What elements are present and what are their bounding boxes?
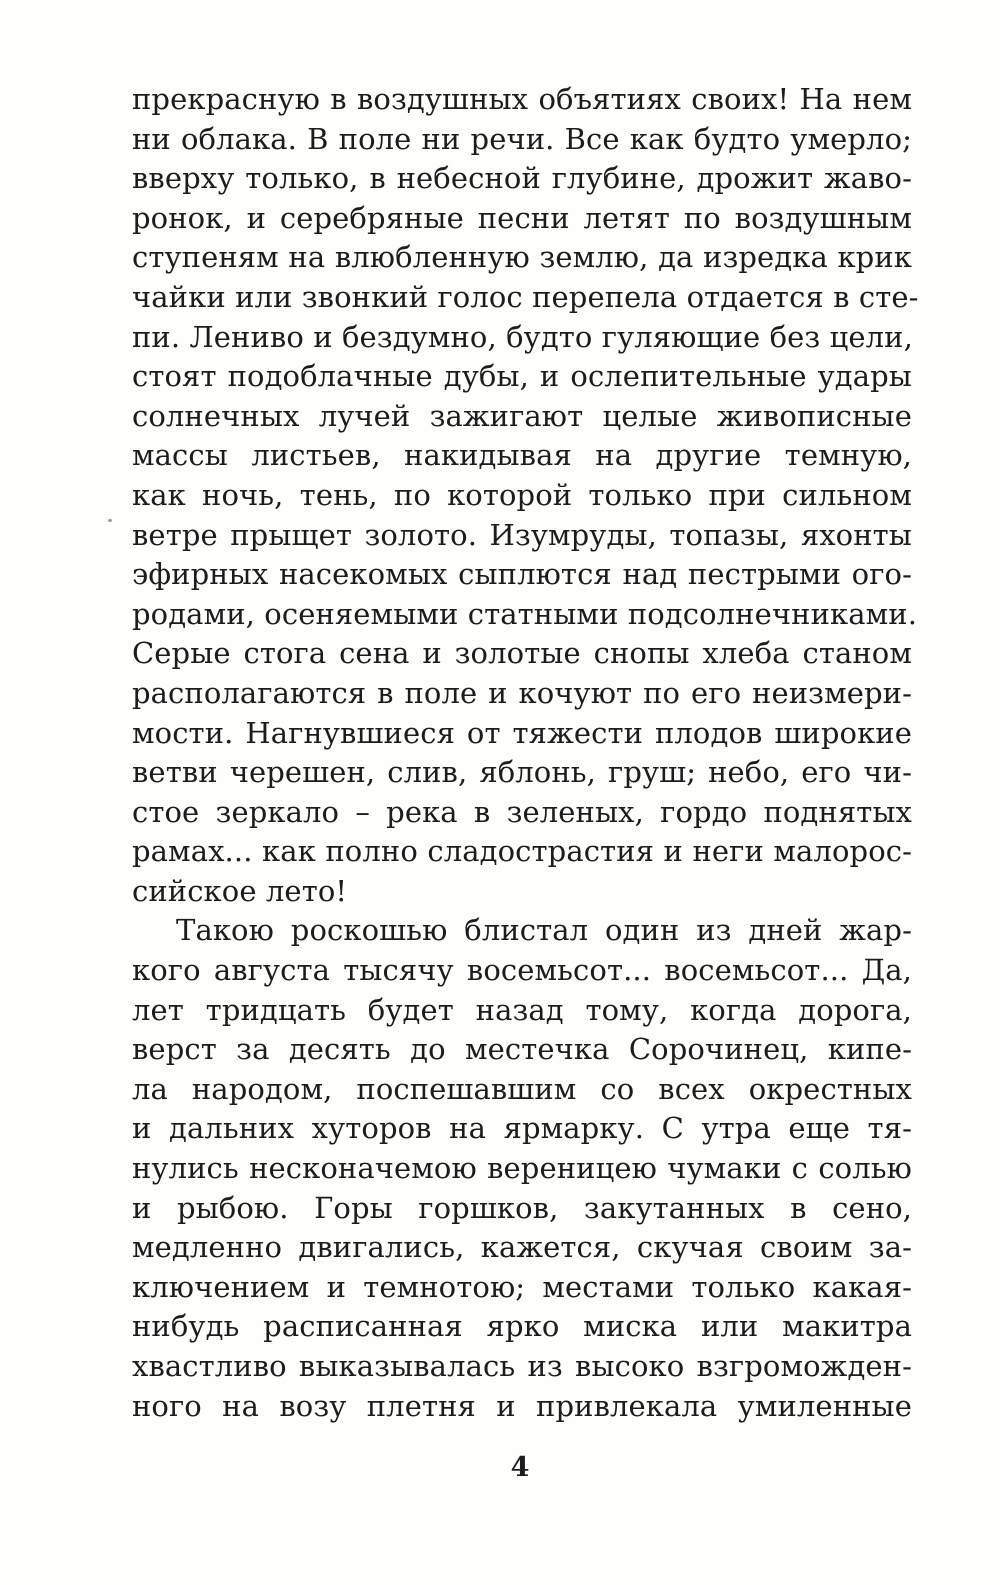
text-line: нулись несконачемою вереницею чумаки с солью xyxy=(132,1151,912,1186)
text-line: верст за десять до местечка Сорочинец, кипе- xyxy=(132,1032,912,1067)
page-number: 4 xyxy=(510,1452,530,1483)
text-line: лет тридцать будет назад тому, когда дорога, xyxy=(132,992,912,1027)
text-line: медленно двигались, кажется, скучая своим за- xyxy=(132,1230,912,1265)
text-line: сийское лето! xyxy=(132,873,348,908)
text-line: Такою роскошью блистал один из дней жар- xyxy=(176,913,912,948)
paper-speck xyxy=(108,519,112,522)
text-line: мости. Нагнувшиеся от тяжести плодов широкие xyxy=(132,715,912,750)
text-line: стоят подоблачные дубы, и ослепительные удары xyxy=(132,359,912,394)
text-line: нибудь расписанная ярко миска или макитра xyxy=(132,1309,912,1344)
text-line: ступеням на влюбленную землю, да изредка крик xyxy=(132,240,912,275)
text-line: ла народом, поспешавшим со всех окрестных xyxy=(132,1071,912,1106)
text-line: ключением и темнотою; местами только какая- xyxy=(132,1269,912,1304)
text-line: рамах... как полно сладострастия и неги малорос- xyxy=(132,834,912,869)
paragraph-1 xyxy=(132,80,919,911)
text-line: располагаются в поле и кочуют по его неизмери- xyxy=(132,675,912,710)
text-line: и дальних хуторов на ярмарку. С утра еще тя- xyxy=(132,1111,912,1146)
text-line: как ночь, тень, по которой только при сильном xyxy=(132,477,912,512)
text-line: ветви черешен, слив, яблонь, груш; небо, его чи- xyxy=(132,755,912,790)
text-line: ни облака. В поле ни речи. Все как будто умерло; xyxy=(132,121,912,156)
paragraph-2 xyxy=(132,911,912,1426)
text-line: массы листьев, накидывая на другие темную, xyxy=(132,438,912,473)
text-line: прекрасную в воздушных объятиях своих! На нем xyxy=(132,82,912,116)
text-line: ронок, и серебряные песни летят по воздушным xyxy=(132,200,912,235)
text-line: хвастливо выказывалась из высоко взгроможден- xyxy=(132,1349,912,1383)
text-line: Серые стога сена и золотые снопы хлеба станом xyxy=(132,636,912,671)
text-line: солнечных лучей зажигают целые живописные xyxy=(132,398,912,433)
text-line: вверху только, в небесной глубине, дрожит жаво- xyxy=(132,161,912,196)
text-line: ного на возу плетня и привлекала умиленные xyxy=(132,1388,912,1423)
text-line: чайки или звонкий голос перепела отдается в сте- xyxy=(132,279,919,314)
text-line: кого августа тысячу восемьсот... восемьсот... Да, xyxy=(132,953,912,988)
text-line: родами, осеняемыми статными подсолнечниками. xyxy=(132,596,918,631)
text-line: эфирных насекомых сыплются над пестрыми ого- xyxy=(132,557,912,592)
text-block xyxy=(132,80,919,1426)
text-line: пи. Лениво и бездумно, будто гуляющие без цели, xyxy=(132,319,913,354)
text-line: и рыбою. Горы горшков, закутанных в сено, xyxy=(132,1190,912,1225)
text-line: ветре прыщет золото. Изумруды, топазы, яхонты xyxy=(132,517,912,552)
text-line: стое зеркало – река в зеленых, гордо поднятых xyxy=(132,794,912,829)
